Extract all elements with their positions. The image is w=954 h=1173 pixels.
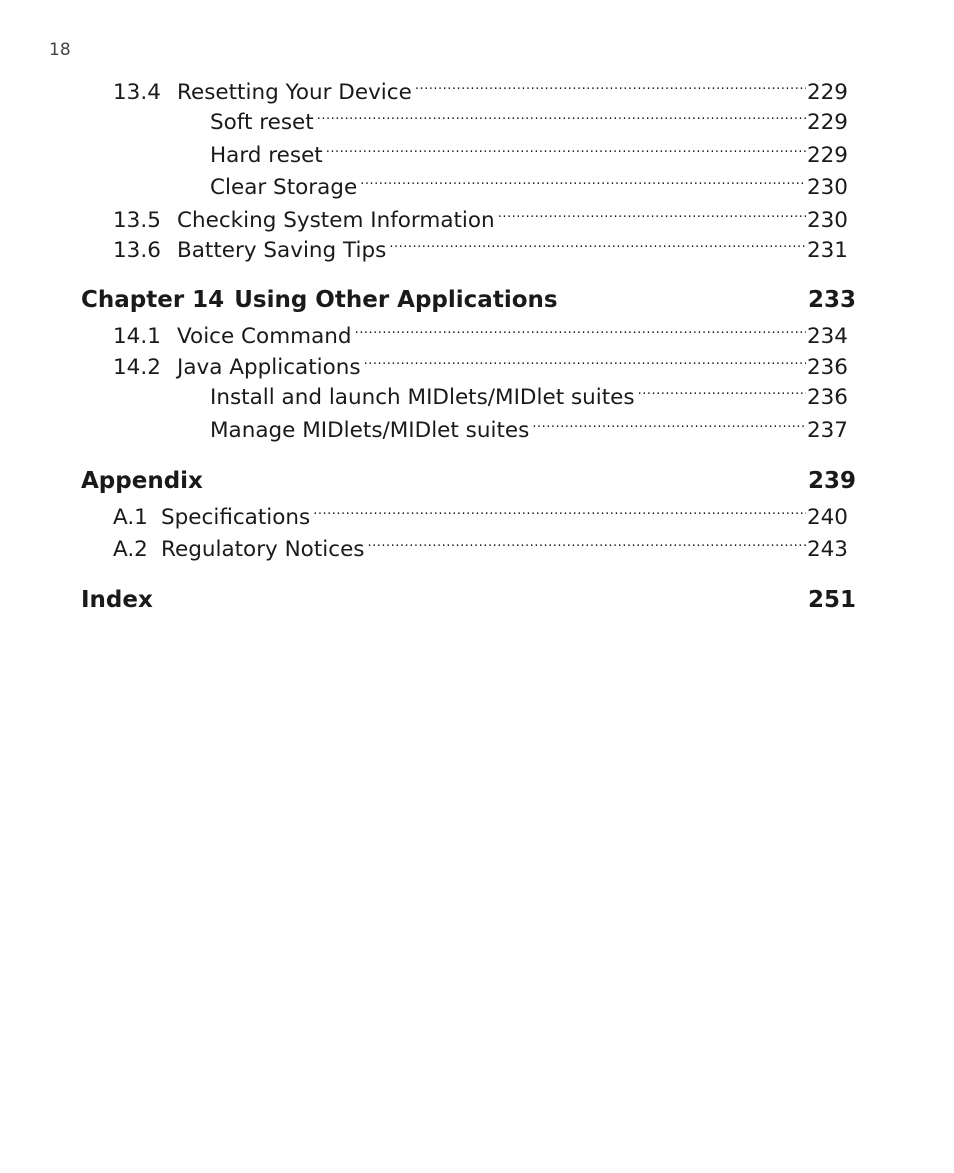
toc-dot-leader — [498, 205, 806, 227]
toc-entry-page: 230 — [806, 174, 848, 200]
toc-entry-page: 230 — [806, 207, 848, 233]
toc-dot-leader — [364, 352, 806, 374]
toc-subsection-row[interactable] — [210, 140, 848, 170]
toc-section-row[interactable] — [113, 502, 848, 532]
toc-entry-title: Clear Storage — [210, 174, 358, 200]
toc-subsection-row[interactable] — [210, 415, 848, 445]
toc-section-number: 14.1 — [113, 323, 161, 349]
toc-dot-leader — [313, 502, 806, 524]
toc-entry-title: Voice Command — [177, 323, 352, 349]
toc-entry-page: 236 — [806, 384, 848, 410]
toc-entry-title: Install and launch MIDlets/MIDlet suites — [210, 384, 635, 410]
toc-entry-page: 236 — [806, 354, 848, 380]
toc-section-row[interactable] — [113, 77, 848, 107]
toc-subsection-row[interactable] — [210, 107, 848, 137]
toc-entry-title: Manage MIDlets/MIDlet suites — [210, 417, 530, 443]
toc-entry-page: 229 — [806, 142, 848, 168]
toc-dot-leader — [317, 107, 806, 129]
toc-entry-page: 243 — [806, 536, 848, 562]
toc-chapter-page: 239 — [807, 468, 856, 494]
toc-section-row[interactable] — [113, 321, 848, 351]
toc-section-number: A.2 — [113, 536, 148, 562]
toc-chapter-page: 233 — [807, 287, 856, 313]
toc-subsection-row[interactable] — [210, 382, 848, 412]
toc-dot-leader — [638, 382, 806, 404]
toc-entry-title: Regulatory Notices — [161, 536, 365, 562]
toc-section-row[interactable] — [113, 205, 848, 235]
page-number: 18 — [49, 40, 71, 60]
toc-subsection-row[interactable] — [210, 172, 848, 202]
toc-entry-title: Resetting Your Device — [177, 79, 412, 105]
toc-entry-page: 229 — [806, 79, 848, 105]
toc-chapter-number: Chapter 14 — [81, 287, 225, 313]
toc-entry-title: Soft reset — [210, 109, 314, 135]
toc-entry-title: Specifications — [161, 504, 311, 530]
toc-entry-title: Battery Saving Tips — [177, 237, 387, 263]
toc-entry-title: Hard reset — [210, 142, 323, 168]
toc-entry-title: Checking System Information — [177, 207, 495, 233]
toc-section-number: 13.6 — [113, 237, 161, 263]
toc-chapter-row[interactable] — [81, 284, 856, 316]
toc-chapter-row[interactable] — [81, 584, 856, 616]
toc-section-number: 13.4 — [113, 79, 161, 105]
toc-section-row[interactable] — [113, 534, 848, 564]
toc-chapter-title: Using Other Applications — [234, 287, 558, 313]
toc-section-row[interactable] — [113, 235, 848, 265]
toc-dot-leader — [326, 140, 806, 162]
toc-dot-leader — [368, 534, 806, 556]
toc-section-row[interactable] — [113, 352, 848, 382]
toc-dot-leader — [532, 415, 806, 437]
toc-chapter-page: 251 — [807, 587, 856, 613]
toc-section-number: 14.2 — [113, 354, 161, 380]
toc-section-number: 13.5 — [113, 207, 161, 233]
toc-entry-page: 229 — [806, 109, 848, 135]
toc-section-number: A.1 — [113, 504, 148, 530]
toc-entry-page: 231 — [806, 237, 848, 263]
toc-dot-leader — [360, 172, 806, 194]
toc-entry-page: 240 — [806, 504, 848, 530]
toc-entry-title: Java Applications — [177, 354, 361, 380]
toc-dot-leader — [355, 321, 806, 343]
toc-entry-page: 237 — [806, 417, 848, 443]
toc-dot-leader — [415, 77, 806, 99]
toc-chapter-row[interactable] — [81, 465, 856, 497]
toc-entry-page: 234 — [806, 323, 848, 349]
toc-chapter-title: Appendix — [81, 468, 203, 494]
toc-dot-leader — [389, 235, 806, 257]
toc-chapter-title: Index — [81, 587, 153, 613]
